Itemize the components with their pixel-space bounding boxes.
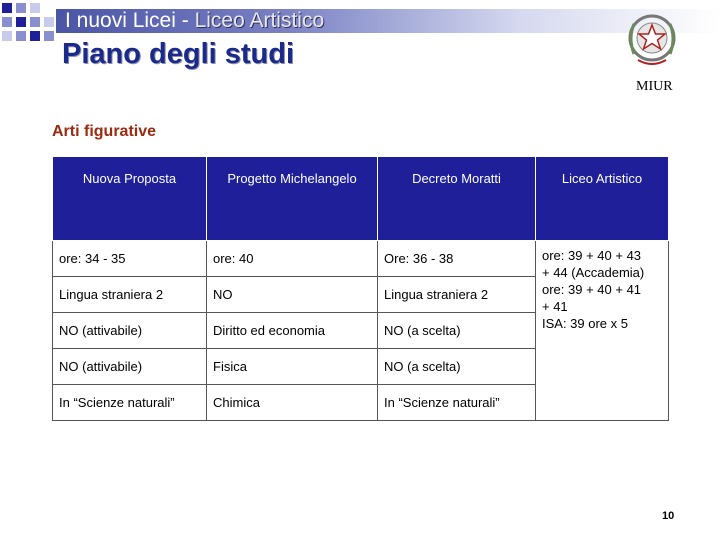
title-prefix: I nuovi Licei - — [65, 9, 195, 32]
side-line: + 41 — [542, 299, 568, 314]
table-cell: NO (attivabile) — [53, 349, 207, 385]
table-cell: Diritto ed economia — [207, 313, 378, 349]
miur-label: MIUR — [636, 79, 673, 94]
decorative-square — [16, 17, 26, 27]
table-cell: Ore: 36 - 38 — [378, 241, 536, 277]
decorative-square — [30, 31, 40, 41]
side-line: ore: 39 + 40 + 43 — [542, 248, 642, 263]
decorative-square — [30, 3, 40, 13]
study-plan-table — [52, 156, 669, 421]
liceo-artistico-cell — [536, 241, 669, 421]
table-cell: NO (a scelta) — [378, 313, 536, 349]
section-title: Arti figurative — [52, 123, 157, 140]
decorative-square — [2, 31, 12, 41]
side-line: + 44 (Accademia) — [542, 265, 645, 280]
table-cell: Lingua straniera 2 — [378, 277, 536, 313]
title-highlight: Liceo Artistico — [194, 9, 325, 32]
table-cell: Chimica — [207, 385, 378, 421]
table-cell: In “Scienze naturali” — [53, 385, 207, 421]
column-header: Liceo Artistico — [536, 157, 669, 241]
table-cell: Fisica — [207, 349, 378, 385]
table-cell: NO — [207, 277, 378, 313]
page-number: 10 — [662, 510, 675, 522]
slide-title — [65, 9, 324, 33]
side-line: ore: 39 + 40 + 41 — [542, 282, 642, 297]
column-header: Progetto Michelangelo — [207, 157, 378, 241]
republic-emblem-icon — [624, 10, 680, 72]
table-row — [53, 241, 669, 277]
table-cell: NO (a scelta) — [378, 349, 536, 385]
table-cell: ore: 34 - 35 — [53, 241, 207, 277]
decorative-square — [2, 17, 12, 27]
column-header: Nuova Proposta — [53, 157, 207, 241]
table-cell: In “Scienze naturali” — [378, 385, 536, 421]
table-cell: ore: 40 — [207, 241, 378, 277]
column-header: Decreto Moratti — [378, 157, 536, 241]
table-cell: NO (attivabile) — [53, 313, 207, 349]
table-header-row — [53, 157, 669, 241]
decorative-square — [16, 31, 26, 41]
slide-subtitle: Piano degli studi — [62, 38, 295, 70]
table-cell: Lingua straniera 2 — [53, 277, 207, 313]
decorative-square — [30, 17, 40, 27]
decorative-square — [16, 3, 26, 13]
decorative-square — [2, 3, 12, 13]
decorative-square — [44, 31, 54, 41]
decorative-square — [44, 17, 54, 27]
side-line: ISA: 39 ore x 5 — [542, 316, 628, 331]
